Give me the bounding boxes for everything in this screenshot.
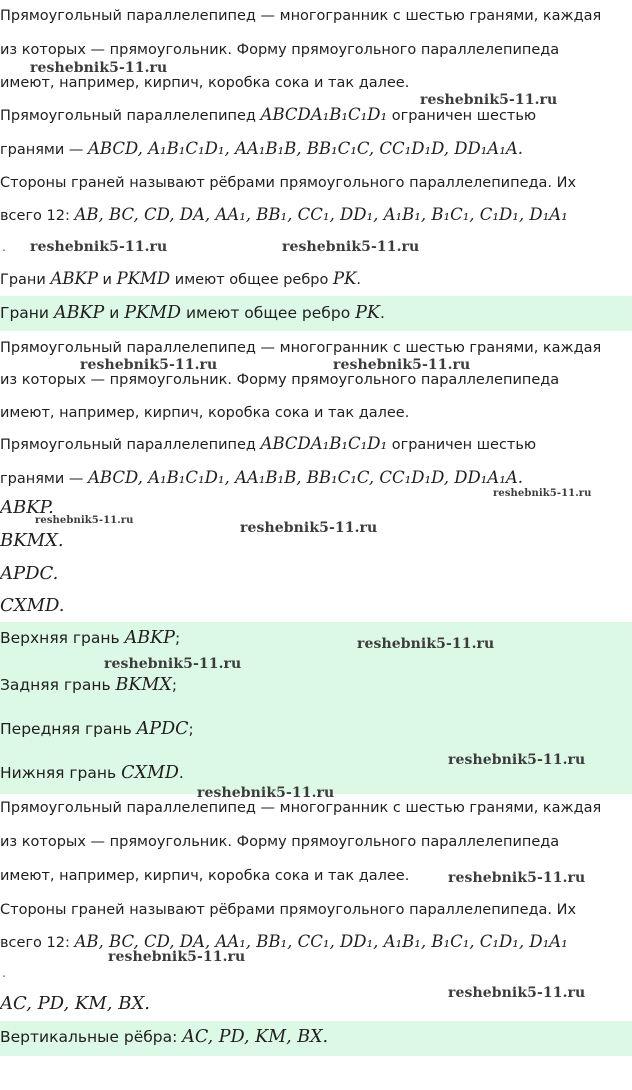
faces-intro-text-repeat: Прямоугольный параллелепипед — [0, 437, 261, 453]
front-face-math: APDC — [136, 719, 189, 739]
watermark: reshebnik5-11.ru — [448, 870, 586, 886]
formula-abkp: ABKP. — [0, 497, 54, 518]
definition-line-3-repeat: имеют, например, кирпич, коробка сока и так далее. — [0, 405, 410, 421]
watermark: reshebnik5-11.ru — [197, 785, 335, 801]
vertical-edges-line — [0, 1027, 328, 1047]
common-edge-text-3: имеют общее ребро — [170, 272, 333, 288]
bottom-face-end: . — [178, 764, 184, 782]
highlight-face-pkmd: PKMD — [124, 303, 182, 323]
watermark: reshebnik5-11.ru — [104, 656, 242, 672]
watermark: reshebnik5-11.ru — [448, 985, 586, 1001]
top-face-text: Верхняя грань — [0, 629, 125, 647]
face-abkp-math: ABKP — [50, 269, 98, 288]
watermark: reshebnik5-11.ru — [333, 357, 471, 373]
definition-line-2-third: из которых — прямоугольник. Форму прямоугольного параллелепипеда — [0, 834, 560, 850]
watermark: reshebnik5-11.ru — [282, 239, 420, 255]
stray-dot: . — [2, 240, 6, 254]
definition-line-1: Прямоугольный параллелепипед — многогранник с шестью гранями, каждая — [0, 8, 602, 24]
face-pkmd-math: PKMD — [116, 269, 171, 288]
watermark: reshebnik5-11.ru — [80, 357, 218, 373]
watermark: reshebnik5-11.ru — [357, 636, 495, 652]
faces-intro-tail-repeat: ограничен шестью — [387, 437, 537, 453]
highlight-common-edge-line — [0, 303, 385, 323]
bottom-face-text: Нижняя грань — [0, 764, 122, 782]
faces-intro-line-repeat — [0, 434, 536, 455]
back-face-line — [0, 675, 177, 695]
back-face-end: ; — [171, 676, 178, 694]
edges-list-line-third — [0, 932, 568, 953]
faces-list-math: ABCD, A₁B₁C₁D₁, AA₁B₁B, BB₁C₁C, CC₁D₁D, DD₁A₁A. — [88, 139, 523, 158]
edges-intro-line-third: Стороны граней называют рёбрами прямоугольного параллелепипеда. Их — [0, 902, 577, 918]
highlight-face-abkp: ABKP — [53, 303, 105, 323]
common-edge-text-2: и — [97, 272, 117, 288]
front-face-line — [0, 719, 194, 739]
back-face-text: Задняя грань — [0, 676, 116, 694]
common-edge-line — [0, 269, 361, 290]
definition-line-2-repeat: из которых — прямоугольник. Форму прямоугольного параллелепипеда — [0, 372, 560, 388]
vertical-edges-formula: AC, PD, KM, BX. — [0, 993, 151, 1014]
bottom-face-line — [0, 763, 184, 783]
definition-line-3-third: имеют, например, кирпич, коробка сока и так далее. — [0, 868, 410, 884]
edges-list-math: AB, BC, CD, DA, AA₁, BB₁, CC₁, DD₁, A₁B₁, B₁C₁, C₁D₁, D₁A₁ — [74, 205, 568, 224]
edges-list-text: всего 12: — [0, 208, 75, 224]
faces-intro-math: ABCDA₁B₁C₁D₁ — [260, 105, 388, 124]
formula-bkmx: BKMX. — [0, 530, 64, 551]
highlight-text-4: . — [379, 304, 385, 322]
watermark: reshebnik5-11.ru — [108, 949, 246, 965]
faces-list-text: гранями — — [0, 142, 88, 158]
faces-list-text-repeat: гранями — — [0, 471, 88, 487]
edges-list-line — [0, 205, 568, 226]
watermark: reshebnik5-11.ru — [420, 92, 558, 108]
definition-line-1-third: Прямоугольный параллелепипед — многогранник с шестью гранями, каждая — [0, 800, 602, 816]
faces-list-line — [0, 139, 523, 160]
front-face-text: Передняя грань — [0, 720, 137, 738]
faces-intro-text: Прямоугольный параллелепипед — [0, 108, 261, 124]
edges-list-text-third: всего 12: — [0, 935, 75, 951]
edge-pk-math: PK — [332, 269, 357, 288]
common-edge-text-1: Грани — [0, 272, 51, 288]
back-face-math: BKMX — [115, 675, 172, 695]
edges-list-math-third: AB, BC, CD, DA, AA₁, BB₁, CC₁, DD₁, A₁B₁, B₁C₁, C₁D₁, D₁A₁ — [74, 932, 568, 951]
edges-intro-line: Стороны граней называют рёбрами прямоугольного параллелепипеда. Их — [0, 175, 577, 191]
front-face-end: ; — [188, 720, 194, 738]
vertical-edges-text: Вертикальные рёбра: — [0, 1028, 183, 1046]
watermark: reshebnik5-11.ru — [30, 60, 168, 76]
faces-intro-line — [0, 105, 536, 126]
top-face-line — [0, 628, 180, 648]
definition-line-1-repeat: Прямоугольный параллелепипед — многогранник с шестью гранями, каждая — [0, 340, 602, 356]
formula-cxmd: CXMD. — [0, 595, 65, 616]
top-face-math: ABKP — [124, 628, 175, 648]
watermark: reshebnik5-11.ru — [448, 752, 586, 768]
highlight-text-1: Грани — [0, 304, 54, 322]
common-edge-text-4: . — [356, 272, 362, 288]
highlight-text-3: имеют общее ребро — [181, 304, 356, 322]
vertical-edges-math: AC, PD, KM, BX. — [182, 1027, 329, 1047]
definition-line-2: из которых — прямоугольник. Форму прямоугольного параллелепипеда — [0, 42, 560, 58]
watermark: reshebnik5-11.ru — [35, 515, 134, 526]
formula-apdc: APDC. — [0, 563, 59, 584]
definition-line-3: имеют, например, кирпич, коробка сока и так далее. — [0, 75, 410, 91]
bottom-face-math: CXMD — [121, 763, 179, 783]
faces-intro-tail: ограничен шестью — [387, 108, 537, 124]
top-face-end: ; — [174, 629, 181, 647]
faces-list-line-repeat — [0, 468, 523, 489]
watermark: reshebnik5-11.ru — [493, 488, 592, 499]
highlight-edge-pk: PK — [355, 303, 380, 323]
watermark: reshebnik5-11.ru — [30, 239, 168, 255]
faces-intro-math-repeat: ABCDA₁B₁C₁D₁ — [260, 434, 388, 453]
watermark: reshebnik5-11.ru — [240, 520, 378, 536]
highlight-text-2: и — [104, 304, 125, 322]
stray-dot-third: . — [2, 966, 6, 980]
faces-list-math-repeat: ABCD, A₁B₁C₁D₁, AA₁B₁B, BB₁C₁C, CC₁D₁D, DD₁A₁A. — [88, 468, 523, 487]
